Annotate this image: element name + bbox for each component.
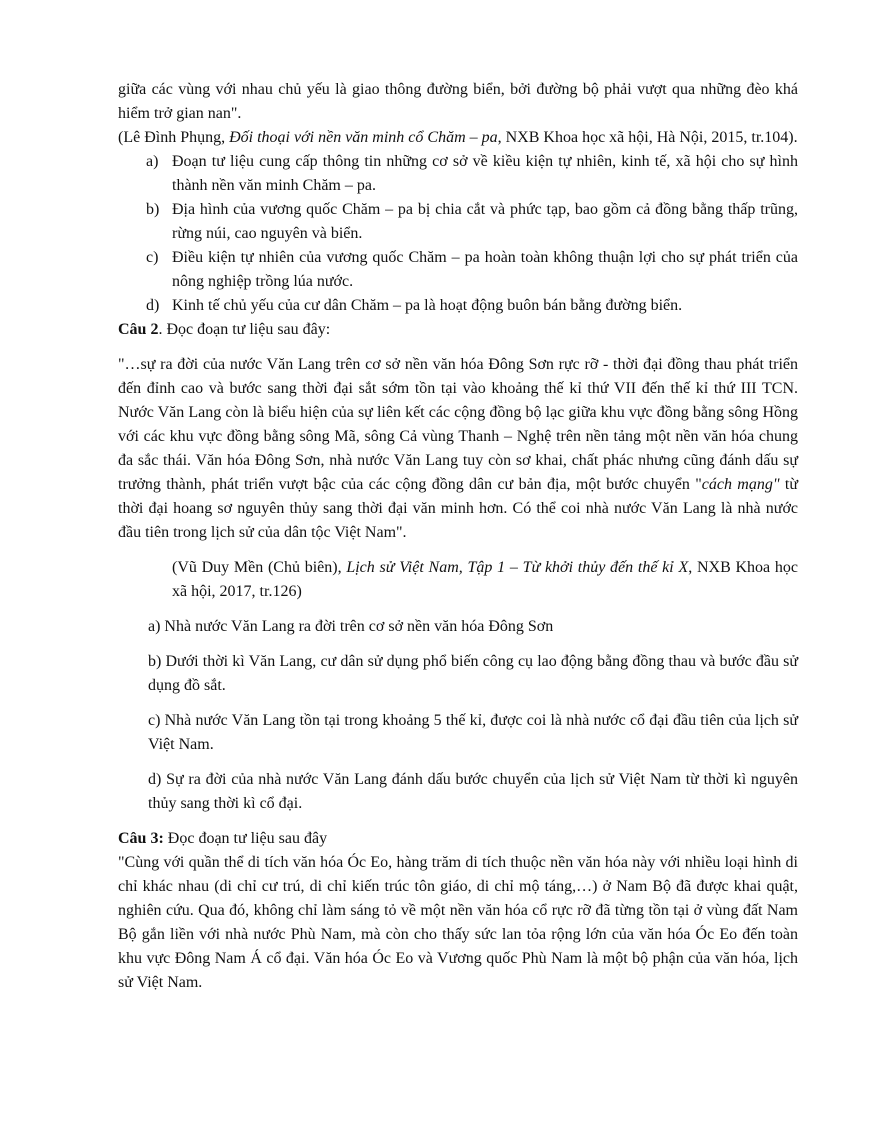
quote-emphasis: cách mạng": [701, 476, 780, 493]
question-label: Câu 3:: [118, 830, 164, 847]
citation-text: (Vũ Duy Mền (Chủ biên),: [172, 559, 347, 576]
question-2-quote: [118, 353, 798, 545]
source-citation: [118, 556, 798, 604]
question-3-quote: "Cùng với quần thể di tích văn hóa Óc Eo, hàng trăm di tích thuộc nền văn hóa này với nhiều loại hình di chỉ khác nhau (di chỉ cư trú, di chỉ kiến trúc tôn giáo, di chỉ mộ táng,…) ở Nam Bộ đã được khai quật, nghiên cứu. Qua đó, không chỉ làm sáng tỏ về một nền văn hóa cổ rực rỡ đã từng tồn tại ở vùng đất Nam Bộ gắn liền với nhà nước Phù Nam, mà còn cho thấy sức lan tỏa rộng lớn của văn hóa Óc Eo đến toàn khu vực Đông Nam Á cổ đại. Văn hóa Óc Eo và Vương quốc Phù Nam là một bộ phận của văn hóa, lịch sử Việt Nam.: [118, 854, 798, 991]
option-text: Địa hình của vương quốc Chăm – pa bị chia cắt và phức tạp, bao gồm cả đồng bằng thấp trũng, rừng núi, cao nguyên và biển.: [172, 201, 798, 242]
citation-text: , NXB Khoa học xã hội, 2017, tr.126): [172, 559, 799, 600]
option-label: b): [146, 201, 160, 218]
source-citation: [118, 126, 798, 150]
question-prompt: . Đọc đoạn tư liệu sau đây:: [158, 321, 331, 338]
question-2-heading: [118, 318, 798, 342]
option-text: Điều kiện tự nhiên của vương quốc Chăm – pa hoàn toàn không thuận lợi cho sự phát triển của nông nghiệp trồng lúa nước.: [172, 249, 798, 290]
citation-title: Đối thoại với nền văn minh cổ Chăm – pa: [229, 129, 498, 146]
question-label: Câu 2: [118, 321, 159, 338]
option-label: d): [146, 297, 160, 314]
document-page: [118, 78, 798, 995]
option-d: [146, 294, 798, 318]
option-c: [146, 246, 798, 294]
option-a: [146, 150, 798, 198]
option-text: Kinh tế chủ yếu của cư dân Chăm – pa là hoạt động buôn bán bằng đường biển.: [172, 297, 683, 314]
option-a: a) Nhà nước Văn Lang ra đời trên cơ sở nền văn hóa Đông Sơn: [148, 618, 554, 635]
question-3-heading: [118, 827, 798, 851]
option-text: Đoạn tư liệu cung cấp thông tin những cơ sở về kiều kiện tự nhiên, kinh tế, xã hội cho sự hình thành nền văn minh Chăm – pa.: [172, 153, 798, 194]
quote-text: từ thời đại hoang sơ nguyên thủy sang thời đại văn minh hơn. Có thể coi nhà nước Văn Lang là nhà nước đầu tiên trong lịch sử của dân tộc Việt Nam".: [118, 476, 798, 541]
quote-continuation: giữa các vùng với nhau chủ yếu là giao thông đường biển, bởi đường bộ phải vượt qua những đèo khá hiểm trở gian nan".: [118, 81, 798, 122]
option-label: a): [146, 153, 159, 170]
citation-title: Lịch sử Việt Nam, Tập 1 – Từ khởi thủy đến thế kỉ X: [346, 559, 689, 576]
option-d: d) Sự ra đời của nhà nước Văn Lang đánh dấu bước chuyển của lịch sử Việt Nam từ thời kì nguyên thủy sang thời kì cổ đại.: [148, 771, 798, 812]
option-c: c) Nhà nước Văn Lang tồn tại trong khoảng 5 thế kỉ, được coi là nhà nước cổ đại đầu tiên của lịch sử Việt Nam.: [148, 712, 798, 753]
option-b: [146, 198, 798, 246]
option-label: c): [146, 249, 159, 266]
quote-text: "…sự ra đời của nước Văn Lang trên cơ sở nền văn hóa Đông Sơn rực rỡ - thời đại đồng thau phát triển đến đỉnh cao và bước sang thời đại sắt sớm tồn tại vào khoảng thế kỉ thứ VII đến thế kỉ thứ III TCN. Nước Văn Lang còn là biểu hiện của sự liên kết các cộng đồng bộ lạc giữa khu vực đồng bằng sông Hồng với các khu vực đồng bằng sông Mã, sông Cả vùng Thanh – Nghệ trên nền tảng một nền văn hóa chung đa sắc thái. Văn hóa Đông Sơn, nhà nước Văn Lang tuy còn sơ khai, chất phác nhưng cũng đánh dấu sự trưởng thành, phát triển vượt bậc của các cộng đồng dân cư bản địa, một bước chuyển ": [118, 356, 798, 493]
citation-text: (Lê Đình Phụng,: [118, 129, 230, 146]
question-prompt: Đọc đoạn tư liệu sau đây: [163, 830, 328, 847]
citation-text: , NXB Khoa học xã hội, Hà Nội, 2015, tr.104).: [497, 129, 798, 146]
option-b: b) Dưới thời kì Văn Lang, cư dân sử dụng phổ biến công cụ lao động bằng đồng thau và bước đầu sử dụng đồ sắt.: [148, 653, 798, 694]
